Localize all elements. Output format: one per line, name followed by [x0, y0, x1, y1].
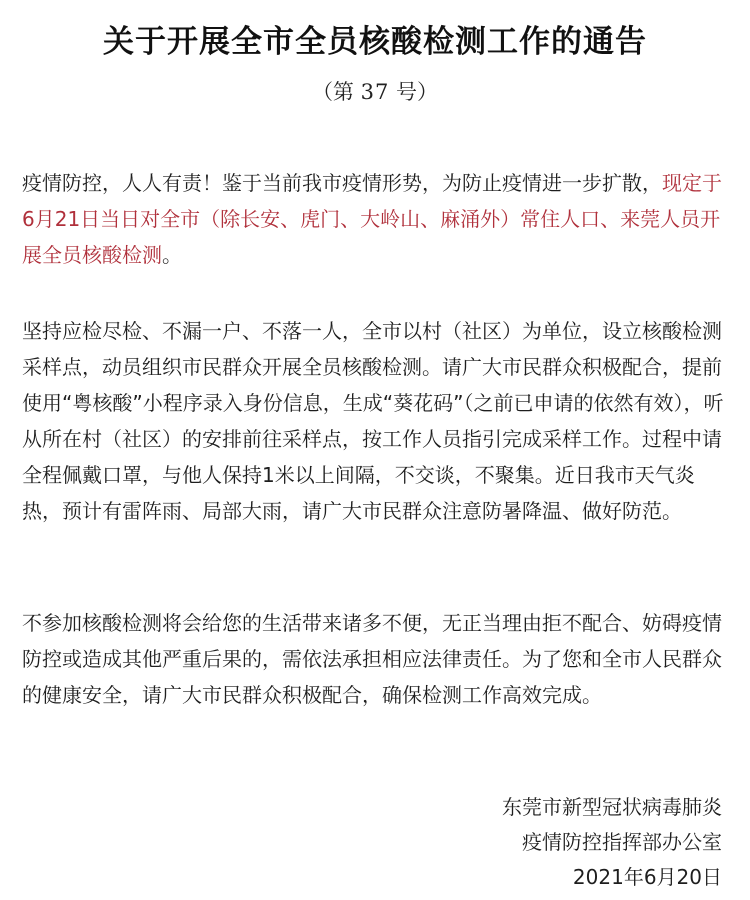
paragraph-intro [22, 165, 734, 273]
intro-tail-text: 。 [162, 243, 182, 267]
intro-highlight-text: 现定于6月21日当日对全市（除长安、虎门、大岭山、麻涌外）常住人口、来莞人员开展全员核酸检测 [22, 171, 722, 267]
signature-issuer-line1: 东莞市新型冠状病毒肺炎 [502, 795, 722, 819]
paragraph-instructions: 坚持应检尽检、不漏一户、不落一人，全市以村（社区）为单位，设立核酸检测采样点，动员组织市民群众开展全员核酸检测。请广大市民群众积极配合，提前使用“粤核酸”小程序录入身份信息，生成“葵花码”（之前已申请的依然有效），听从所在村（社区）的安排前往采样点，按工作人员指引完成采样工作。过程中请全程佩戴口罩，与他人保持1米以上间隔，不交谈，不聚集。近日我市天气炎热，预计有雷阵雨、局部大雨，请广大市民群众注意防暑降温、做好防范。 [22, 319, 724, 523]
signature-issuer-line2: 疫情防控指挥部办公室 [522, 830, 722, 854]
intro-lead-text: 疫情防控，人人有责！鉴于当前我市疫情形势，为防止疫情进一步扩散， [22, 171, 662, 195]
signature-block [502, 790, 722, 895]
document-number-open: （第 [311, 80, 361, 104]
signature-date: 2021年6月20日 [572, 865, 722, 889]
document-number-value: 37 [360, 80, 390, 104]
paragraph-warning: 不参加核酸检测将会给您的生活带来诸多不便，无正当理由拒不配合、妨碍疫情防控或造成其他严重后果的，需依法承担相应法律责任。为了您和全市人民群众的健康安全，请广大市民群众积极配合，确保检测工作高效完成。 [22, 611, 722, 707]
notice-title: 关于开展全市全员核酸检测工作的通告 [103, 24, 647, 60]
document-number-close: 号） [389, 80, 439, 104]
document-number [0, 76, 750, 106]
